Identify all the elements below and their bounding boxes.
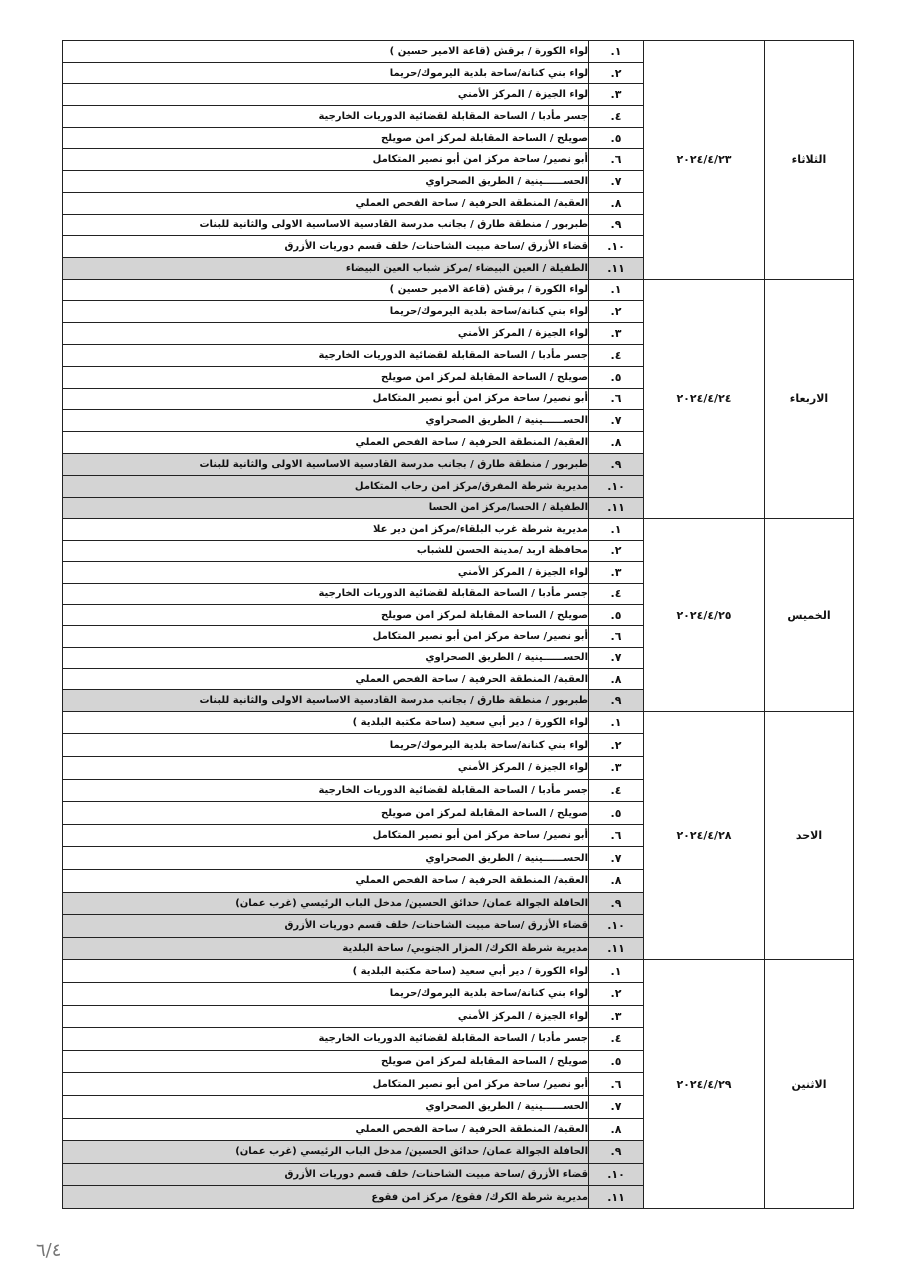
location-cell: لواء الكورة / برقش (قاعة الامير حسين ) (63, 41, 589, 63)
location-cell: الحســــــينية / الطريق الصحراوي (63, 171, 589, 193)
location-cell: لواء الكورة / دير أبي سعيد (ساحة مكتبة البلدية ) (63, 960, 589, 983)
location-cell: الطفيلة / الحسا/مركز امن الحسا (63, 497, 589, 519)
row-number-cell: ٤. (589, 583, 644, 604)
location-cell: لواء بني كنانة/ساحة بلدية اليرموك/حريما (63, 301, 589, 323)
location-cell: أبو نصير/ ساحة مركز امن أبو نصير المتكامل (63, 626, 589, 647)
day-cell: الاثنين (765, 960, 854, 1209)
date-cell: ٢٠٢٤/٤/٢٣ (644, 41, 765, 280)
row-number-cell: ٥. (589, 1050, 644, 1073)
day-cell: الثلاثاء (765, 41, 854, 280)
date-cell: ٢٠٢٤/٤/٢٥ (644, 519, 765, 712)
location-cell: لواء الكورة / دير أبي سعيد (ساحة مكتبة البلدية ) (63, 711, 589, 734)
location-cell: لواء الجيزة / المركز الأمني (63, 757, 589, 780)
location-cell: جسر مأدبا / الساحة المقابلة لقضائية الدوريات الخارجية (63, 1028, 589, 1051)
location-cell: الحســــــينية / الطريق الصحراوي (63, 847, 589, 870)
location-cell: الطفيلة / العين البيضاء /مركز شباب العين البيضاء (63, 257, 589, 279)
location-cell: لواء الجيزة / المركز الأمني (63, 562, 589, 583)
location-cell: قضاء الأزرق /ساحة مبيت الشاحنات/ خلف قسم دوريات الأزرق (63, 236, 589, 258)
row-number-cell: ٢. (589, 301, 644, 323)
row-number-cell: ٩. (589, 1141, 644, 1164)
day-cell: الاحد (765, 711, 854, 960)
row-number-cell: ٩. (589, 214, 644, 236)
location-cell: العقبة/ المنطقة الحرفية / ساحة الفحص العملي (63, 192, 589, 214)
location-cell: صويلح / الساحة المقابلة لمركز امن صويلح (63, 366, 589, 388)
row-number-cell: ٦. (589, 1073, 644, 1096)
location-cell: الحســــــينية / الطريق الصحراوي (63, 1095, 589, 1118)
schedule-row (63, 960, 854, 983)
row-number-cell: ١١. (589, 497, 644, 519)
date-cell: ٢٠٢٤/٤/٢٤ (644, 279, 765, 519)
row-number-cell: ١. (589, 960, 644, 983)
row-number-cell: ٣. (589, 1005, 644, 1028)
location-cell: الحســــــينية / الطريق الصحراوي (63, 647, 589, 668)
row-number-cell: ٤. (589, 1028, 644, 1051)
location-cell: العقبة/ المنطقة الحرفية / ساحة الفحص العملي (63, 870, 589, 893)
location-cell: أبو نصير/ ساحة مركز امن أبو نصير المتكامل (63, 1073, 589, 1096)
location-cell: لواء الجيزة / المركز الأمني (63, 1005, 589, 1028)
location-cell: أبو نصير/ ساحة مركز امن أبو نصير المتكامل (63, 824, 589, 847)
row-number-cell: ٨. (589, 432, 644, 454)
row-number-cell: ٤. (589, 779, 644, 802)
row-number-cell: ٩. (589, 892, 644, 915)
date-cell: ٢٠٢٤/٤/٢٨ (644, 711, 765, 960)
row-number-cell: ٢. (589, 982, 644, 1005)
row-number-cell: ٩. (589, 690, 644, 711)
location-cell: صويلح / الساحة المقابلة لمركز امن صويلح (63, 802, 589, 825)
row-number-cell: ١٠. (589, 1163, 644, 1186)
location-cell: طبربور / منطقة طارق / بجانب مدرسة القادسية الاساسية الاولى والثانية للبنات (63, 690, 589, 711)
row-number-cell: ٦. (589, 388, 644, 410)
row-number-cell: ٨. (589, 669, 644, 690)
row-number-cell: ١١. (589, 937, 644, 960)
row-number-cell: ٥. (589, 366, 644, 388)
row-number-cell: ٧. (589, 647, 644, 668)
location-cell: الحســــــينية / الطريق الصحراوي (63, 410, 589, 432)
row-number-cell: ٧. (589, 410, 644, 432)
row-number-cell: ٢. (589, 62, 644, 84)
row-number-cell: ٤. (589, 344, 644, 366)
row-number-cell: ٧. (589, 847, 644, 870)
location-cell: قضاء الأزرق /ساحة مبيت الشاحنات/ خلف قسم دوريات الأزرق (63, 1163, 589, 1186)
page-number: ٦/٤ (36, 1240, 62, 1261)
row-number-cell: ٦. (589, 824, 644, 847)
location-cell: صويلح / الساحة المقابلة لمركز امن صويلح (63, 604, 589, 625)
location-cell: أبو نصير/ ساحة مركز امن أبو نصير المتكامل (63, 149, 589, 171)
location-cell: العقبة/ المنطقة الحرفية / ساحة الفحص العملي (63, 669, 589, 690)
location-cell: صويلح / الساحة المقابلة لمركز امن صويلح (63, 1050, 589, 1073)
row-number-cell: ٧. (589, 171, 644, 193)
location-cell: أبو نصير/ ساحة مركز امن أبو نصير المتكامل (63, 388, 589, 410)
location-cell: جسر مأدبا / الساحة المقابلة لقضائية الدوريات الخارجية (63, 344, 589, 366)
row-number-cell: ٥. (589, 802, 644, 825)
day-cell: الخميس (765, 519, 854, 712)
row-number-cell: ٣. (589, 757, 644, 780)
row-number-cell: ٣. (589, 323, 644, 345)
location-cell: طبربور / منطقة طارق / بجانب مدرسة القادسية الاساسية الاولى والثانية للبنات (63, 214, 589, 236)
row-number-cell: ٩. (589, 453, 644, 475)
row-number-cell: ٦. (589, 149, 644, 171)
location-cell: لواء الجيزة / المركز الأمني (63, 84, 589, 106)
location-cell: لواء الكورة / برقش (قاعة الامير حسين ) (63, 279, 589, 301)
day-cell: الاربعاء (765, 279, 854, 519)
location-cell: محافظة اربد /مدينة الحسن للشباب (63, 540, 589, 561)
row-number-cell: ٨. (589, 870, 644, 893)
row-number-cell: ٢. (589, 540, 644, 561)
schedule-row (63, 711, 854, 734)
location-cell: مديرية شرطة غرب البلقاء/مركز امن دير علا (63, 519, 589, 540)
row-number-cell: ١١. (589, 257, 644, 279)
row-number-cell: ١. (589, 41, 644, 63)
row-number-cell: ٥. (589, 604, 644, 625)
location-cell: جسر مأدبا / الساحة المقابلة لقضائية الدوريات الخارجية (63, 583, 589, 604)
row-number-cell: ٧. (589, 1095, 644, 1118)
schedule-row (63, 41, 854, 63)
row-number-cell: ١٠. (589, 475, 644, 497)
schedule-row (63, 279, 854, 301)
date-cell: ٢٠٢٤/٤/٢٩ (644, 960, 765, 1209)
schedule-row (63, 519, 854, 540)
location-cell: قضاء الأزرق /ساحة مبيت الشاحنات/ خلف قسم دوريات الأزرق (63, 915, 589, 938)
row-number-cell: ١. (589, 519, 644, 540)
row-number-cell: ٤. (589, 106, 644, 128)
location-cell: العقبة/ المنطقة الحرفية / ساحة الفحص العملي (63, 432, 589, 454)
location-cell: لواء الجيزة / المركز الأمني (63, 323, 589, 345)
row-number-cell: ٢. (589, 734, 644, 757)
row-number-cell: ٣. (589, 562, 644, 583)
location-cell: لواء بني كنانة/ساحة بلدية اليرموك/حريما (63, 62, 589, 84)
location-cell: لواء بني كنانة/ساحة بلدية اليرموك/حريما (63, 734, 589, 757)
location-cell: طبربور / منطقة طارق / بجانب مدرسة القادسية الاساسية الاولى والثانية للبنات (63, 453, 589, 475)
row-number-cell: ١١. (589, 1186, 644, 1209)
row-number-cell: ١٠. (589, 236, 644, 258)
location-cell: الحافلة الجوالة عمان/ حدائق الحسين/ مدخل الباب الرئيسي (غرب عمان) (63, 892, 589, 915)
schedule-table (62, 40, 854, 1209)
location-cell: الحافلة الجوالة عمان/ حدائق الحسين/ مدخل الباب الرئيسي (غرب عمان) (63, 1141, 589, 1164)
schedule-body (63, 41, 854, 1209)
row-number-cell: ٨. (589, 192, 644, 214)
row-number-cell: ١٠. (589, 915, 644, 938)
row-number-cell: ٥. (589, 127, 644, 149)
location-cell: العقبة/ المنطقة الحرفية / ساحة الفحص العملي (63, 1118, 589, 1141)
location-cell: جسر مأدبا / الساحة المقابلة لقضائية الدوريات الخارجية (63, 106, 589, 128)
row-number-cell: ٨. (589, 1118, 644, 1141)
location-cell: جسر مأدبا / الساحة المقابلة لقضائية الدوريات الخارجية (63, 779, 589, 802)
row-number-cell: ٦. (589, 626, 644, 647)
location-cell: لواء بني كنانة/ساحة بلدية اليرموك/حريما (63, 982, 589, 1005)
row-number-cell: ١. (589, 279, 644, 301)
location-cell: صويلح / الساحة المقابلة لمركز امن صويلح (63, 127, 589, 149)
location-cell: مديرية شرطة المفرق/مركز امن رحاب المتكامل (63, 475, 589, 497)
location-cell: مديرية شرطة الكرك/ المزار الجنوبي/ ساحة البلدية (63, 937, 589, 960)
row-number-cell: ١. (589, 711, 644, 734)
location-cell: مديرية شرطة الكرك/ فقوع/ مركز امن فقوع (63, 1186, 589, 1209)
row-number-cell: ٣. (589, 84, 644, 106)
